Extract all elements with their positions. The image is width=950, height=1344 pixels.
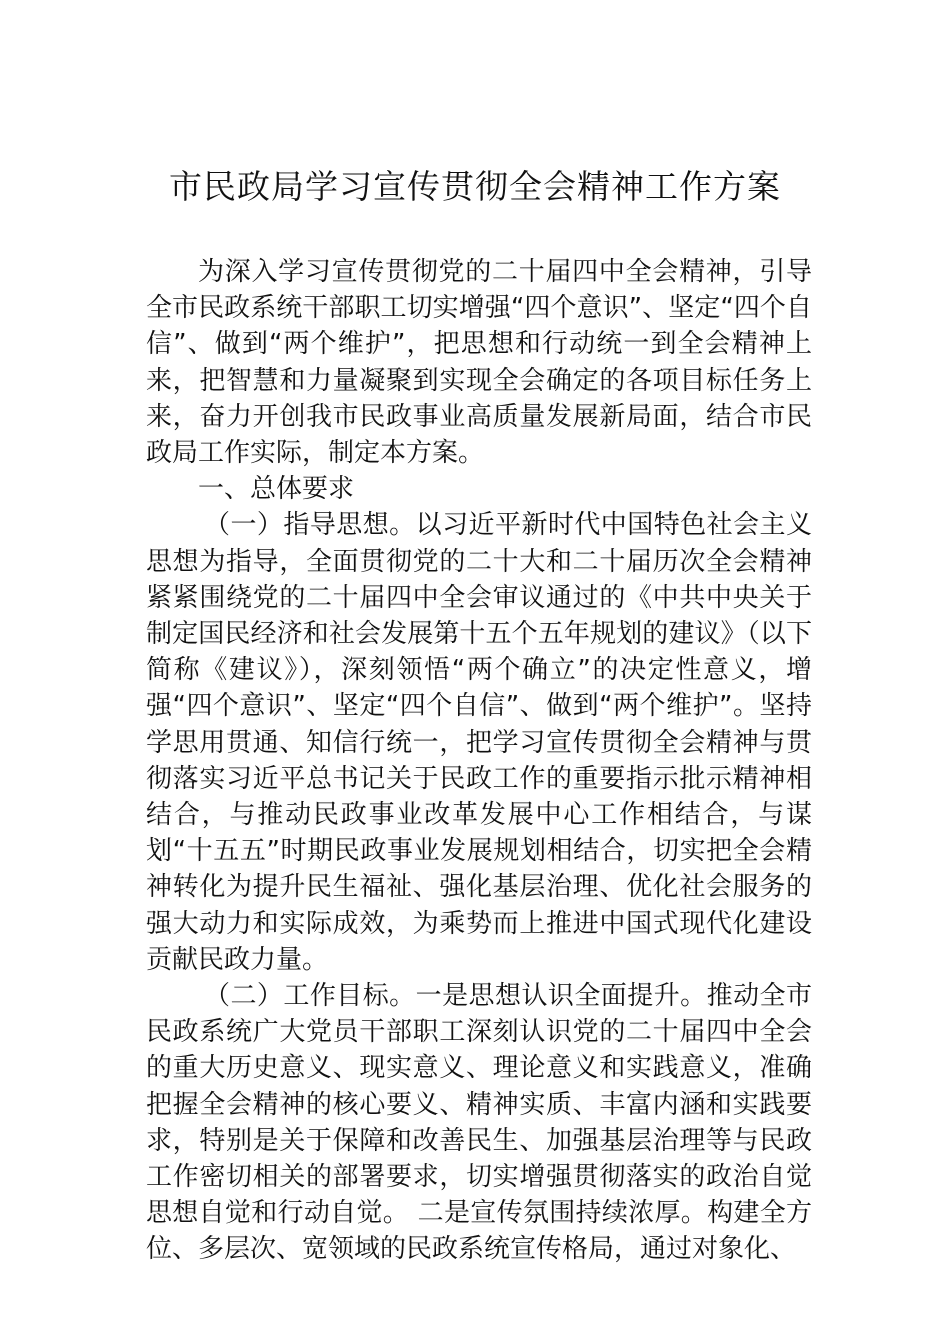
section-heading: 一、总体要求 (198, 474, 355, 505)
work-goals-paragraph: （二）工作目标。一是思想认识全面提升。推动全市民政系统广大党员干部职工深刻认识党的二十届四中全会的重大历史意义、现实意义、理论意义和实践意义，准确把握全会精神的核心要义、精神实质、丰富内涵和实践要求，特别是关于保障和改善民生、加强基层治理等与民政工作密切相关的部署要求，切实增强贯彻落实的政治自觉思想自觉和行动自觉。 二是宣传氛围持续浓厚。构建全方位、多层次、宽领域的民政系统宣传格局，通过对象化、 (146, 981, 812, 1265)
document-title: 市民政局学习宣传贯彻全会精神工作方案 (169, 167, 781, 206)
intro-paragraph: 为深入学习宣传贯彻党的二十届四中全会精神，引导全市民政系统干部职工切实增强“四个意识”、坚定“四个自信”、做到“两个维护”，把思想和行动统一到全会精神上来，把智慧和力量凝聚到实现全会确定的各项目标任务上来，奋力开创我市民政事业高质量发展新局面，结合市民政局工作实际，制定本方案。 (146, 257, 812, 469)
document-body (146, 254, 812, 1268)
guiding-ideology-paragraph: （一）指导思想。以习近平新时代中国特色社会主义思想为指导，全面贯彻党的二十大和二十届历次全会精神紧紧围绕党的二十届四中全会审议通过的《中共中央关于制定国民经济和社会发展第十五个五年规划的建议》（以下简称《建议》），深刻领悟“两个确立”的决定性意义，增强“四个意识”、坚定“四个自信”、做到“两个维护”。坚持学思用贯通、知信行统一，把学习宣传贯彻全会精神与贯彻落实习近平总书记关于民政工作的重要指示批示精神相结合，与推动民政事业改革发展中心工作相结合，与谋划“十五五”时期民政事业发展规划相结合，切实把全会精神转化为提升民生福祉、强化基层治理、优化社会服务的强大动力和实际成效，为乘势而上推进中国式现代化建设贡献民政力量。 (146, 510, 812, 975)
